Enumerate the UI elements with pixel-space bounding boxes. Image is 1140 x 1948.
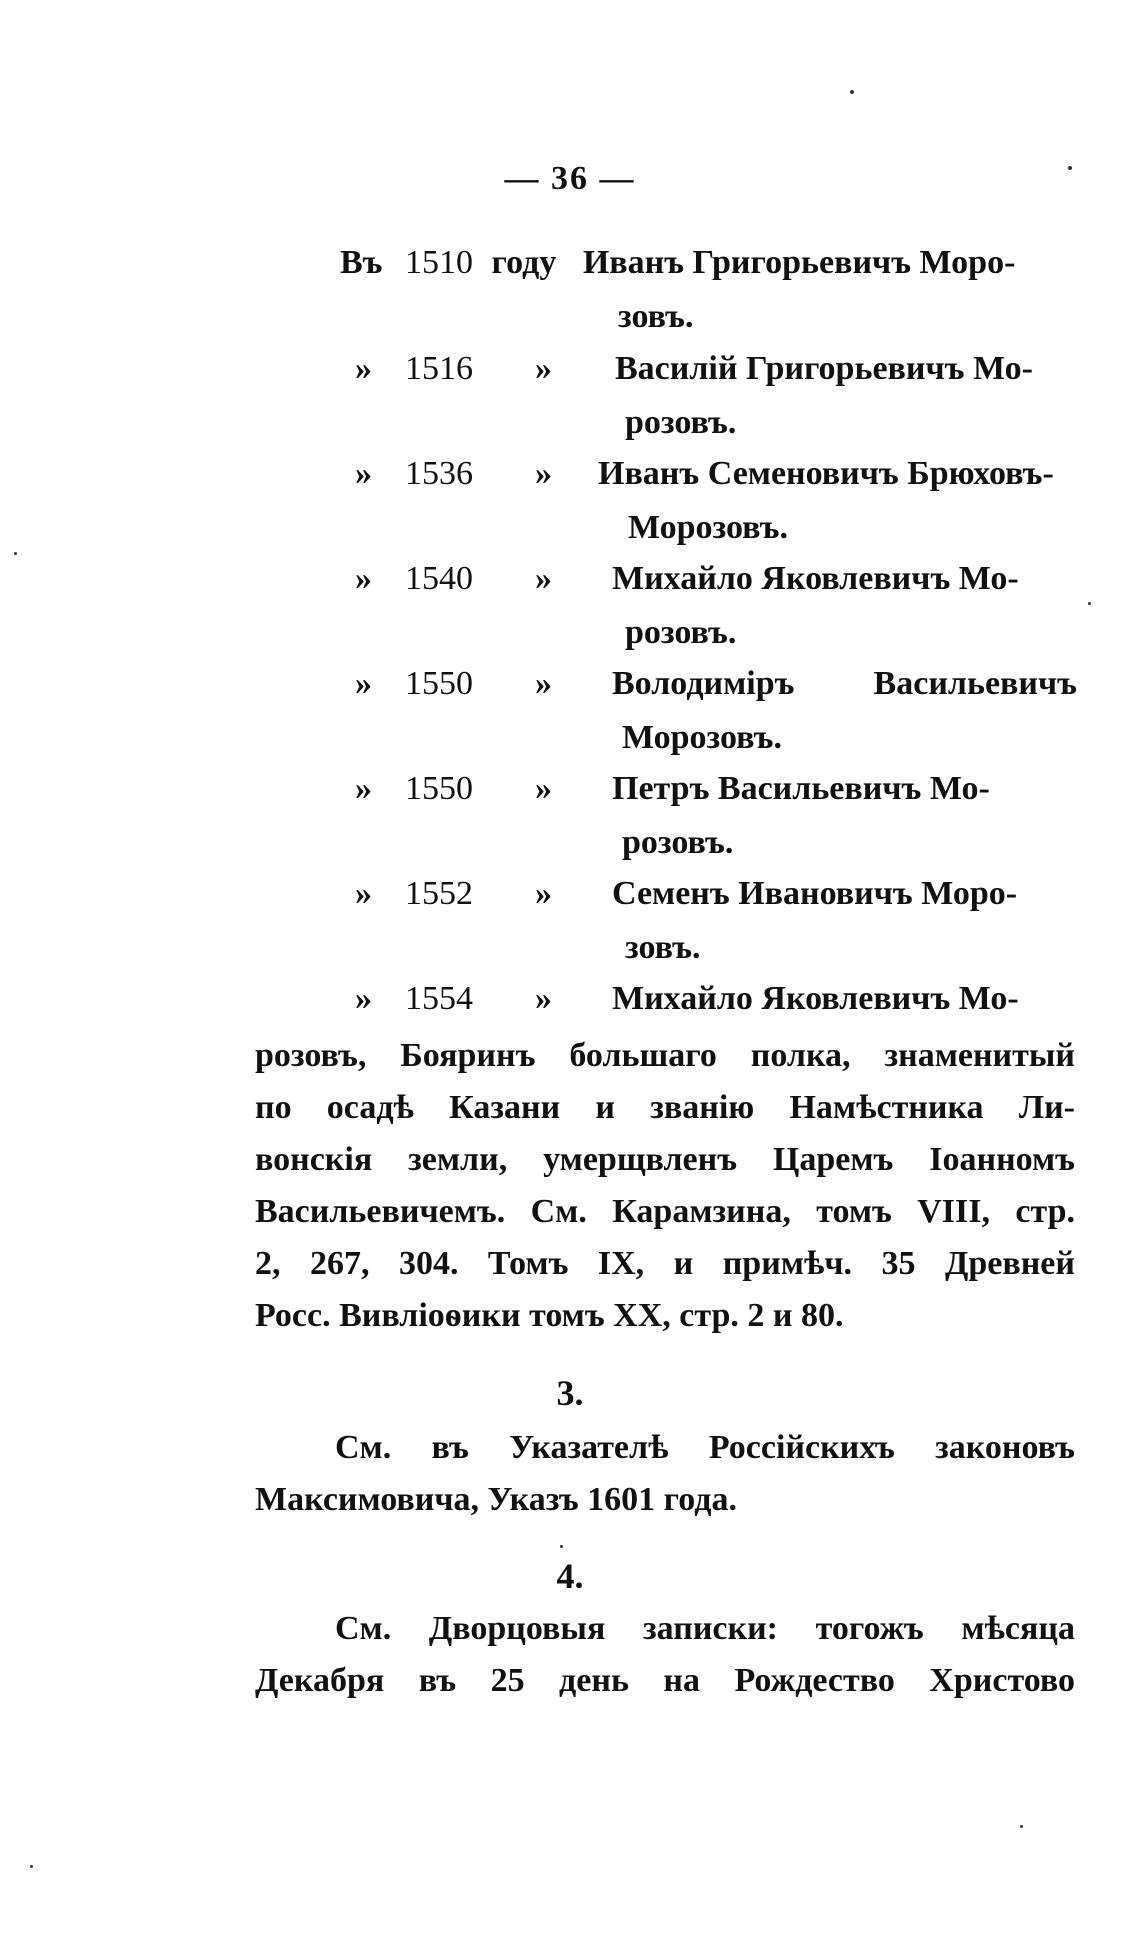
section-4-text [255, 1603, 1075, 1707]
entry-5-name: Володиміръ Васильевичъ [612, 665, 1077, 702]
entry-4-name: Михайло Яковлевичъ Мо- [612, 560, 1019, 597]
paragraph-line: по осадѣ Казани и званію Намѣстника Ли- [255, 1089, 1075, 1126]
entry-2-mark: » [535, 350, 552, 387]
entry-6-name: Петръ Васильевичъ Мо- [612, 770, 990, 807]
entry-prefix: Въ [340, 244, 383, 281]
entry-6-continuation: розовъ. [622, 824, 734, 861]
entry-4-prefix: » [355, 560, 372, 597]
entry-8-prefix: » [355, 980, 372, 1017]
entry-5-continuation: Морозовъ. [622, 719, 783, 756]
paragraph-line: 2, 267, 304. Томъ IX, и примѣч. 35 Древней [255, 1245, 1075, 1282]
entry-8-year: 1554 [405, 980, 473, 1017]
paragraph-line: розовъ, Бояринъ большаго полка, знаменитый [255, 1037, 1075, 1074]
entry-8-mark: » [535, 980, 552, 1017]
entry-2-continuation: розовъ. [625, 404, 737, 441]
scan-speck [1088, 602, 1091, 605]
paragraph-line: См. Дворцовыя записки: тогожъ мѣсяца [335, 1610, 1075, 1647]
entry-5-mark: » [535, 665, 552, 702]
entry-2-name: Василій Григорьевичъ Мо- [615, 350, 1033, 387]
entry-8-text [255, 1030, 1075, 1342]
section-4-number: 4. [556, 1556, 584, 1596]
entry-7-prefix: » [355, 875, 372, 912]
entry-4-continuation: розовъ. [625, 614, 737, 651]
entry-3-prefix: » [355, 455, 372, 492]
section-3-text [255, 1422, 1075, 1526]
entry-2-prefix: » [355, 350, 372, 387]
entry-1 [340, 244, 1015, 282]
entry-6-year: 1550 [405, 770, 473, 807]
entry-3-name: Иванъ Семеновичъ Брюховъ- [598, 455, 1054, 492]
entry-year: 1510 [405, 244, 473, 281]
entry-6-prefix: » [355, 770, 372, 807]
scan-speck [560, 1545, 563, 1548]
scan-speck [1068, 166, 1072, 170]
entry-4-year: 1540 [405, 560, 473, 597]
entry-name: Иванъ Григорьевичъ Моро- [582, 244, 1016, 281]
section-3-number: 3. [556, 1373, 584, 1413]
entry-mark: году [491, 244, 557, 281]
paragraph-line: Росс. Вивліоѳики томъ XX, стр. 2 и 80. [255, 1297, 844, 1334]
entry-1-continuation: зовъ. [618, 298, 694, 335]
entry-5-year: 1550 [405, 665, 473, 702]
page-number: — 36 — [504, 160, 636, 197]
paragraph-line: Васильевичемъ. См. Карамзина, томъ VIII, стр. [255, 1193, 1075, 1230]
entry-8-name: Михайло Яковлевичъ Мо- [612, 980, 1019, 1017]
entry-3-mark: » [535, 455, 552, 492]
entry-2-year: 1516 [405, 350, 473, 387]
entry-3-continuation: Морозовъ. [628, 509, 789, 546]
entry-7-continuation: зовъ. [625, 929, 701, 966]
scan-speck [850, 90, 854, 94]
paragraph-line: См. въ Указателѣ Россійскихъ законовъ [335, 1429, 1075, 1466]
entry-7-name: Семенъ Ивановичъ Моро- [612, 875, 1018, 912]
entry-5-prefix: » [355, 665, 372, 702]
entry-7-year: 1552 [405, 875, 473, 912]
entry-7-mark: » [535, 875, 552, 912]
entry-6-mark: » [535, 770, 552, 807]
entry-4-mark: » [535, 560, 552, 597]
scan-speck [14, 552, 17, 555]
paragraph-line: Декабря въ 25 день на Рождество Христово [255, 1662, 1075, 1699]
paragraph-line: Максимовича, Указъ 1601 года. [255, 1481, 737, 1518]
paragraph-line: вонскія земли, умерщвленъ Царемъ Іоанномъ [255, 1141, 1075, 1178]
scan-speck [1020, 1825, 1023, 1828]
scan-speck [30, 1865, 33, 1868]
entry-3-year: 1536 [405, 455, 473, 492]
